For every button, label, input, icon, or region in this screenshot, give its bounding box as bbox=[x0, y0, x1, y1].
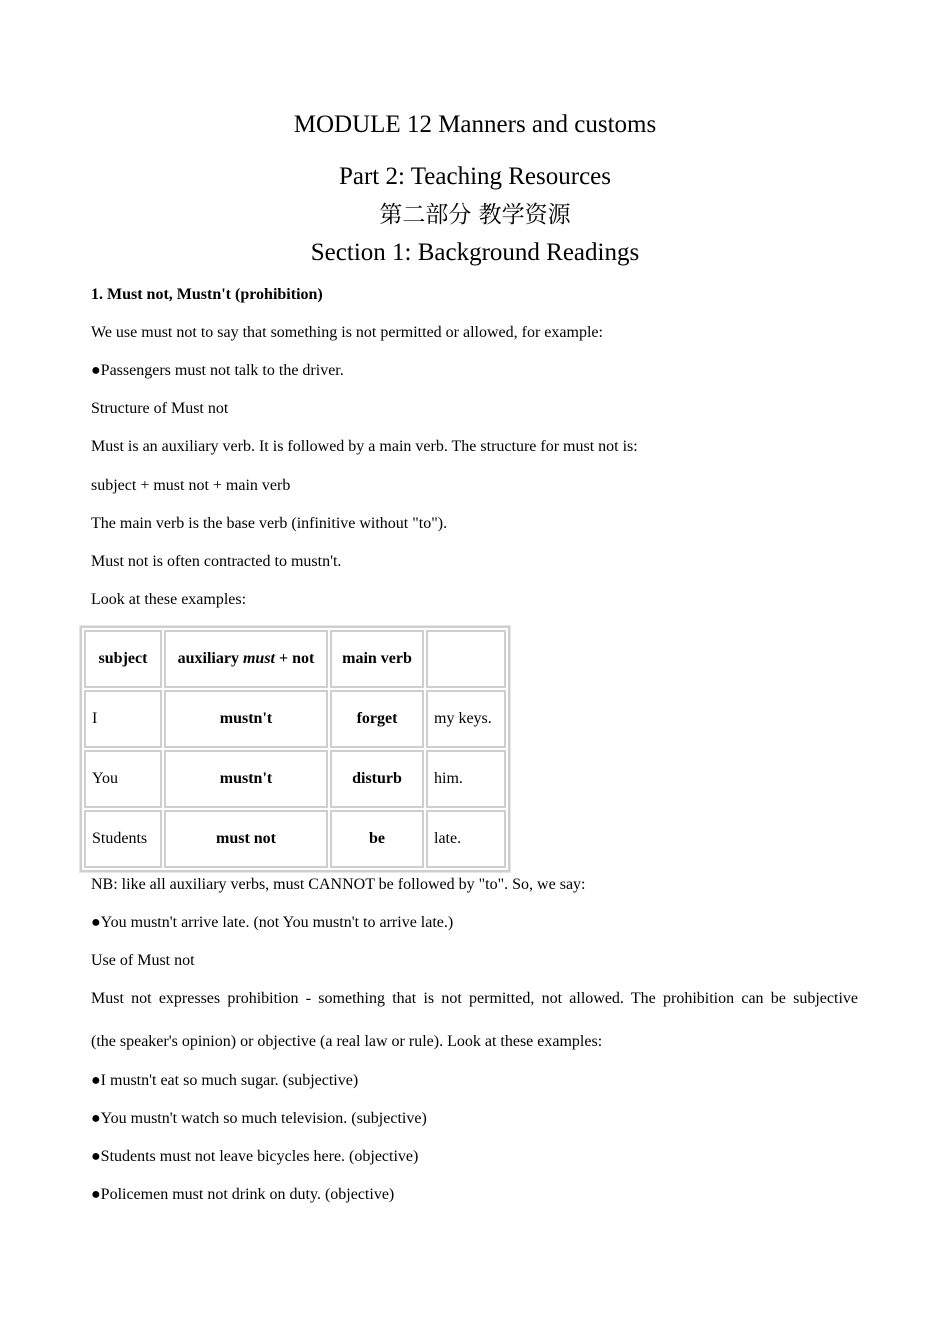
paragraph: We use must not to say that something is not permitted or allowed, for example: bbox=[91, 324, 603, 341]
subheading-use: Use of Must not bbox=[91, 952, 195, 969]
cell-subject: I bbox=[84, 690, 162, 748]
bullet-example: ●Students must not leave bicycles here. (objective) bbox=[91, 1148, 419, 1165]
cell-auxiliary: must not bbox=[164, 810, 328, 868]
header-aux-text: auxiliary bbox=[177, 650, 243, 667]
section-title: Section 1: Background Readings bbox=[310, 239, 640, 266]
cell-auxiliary: mustn't bbox=[164, 690, 328, 748]
examples-table-wrapper bbox=[80, 626, 510, 872]
bullet-example: ●You mustn't watch so much television. (subjective) bbox=[91, 1110, 427, 1127]
paragraph: Look at these examples: bbox=[91, 591, 247, 608]
table-row bbox=[84, 810, 506, 868]
header-main-verb: main verb bbox=[330, 630, 424, 688]
header-empty bbox=[426, 630, 506, 688]
paragraph: Must not is often contracted to mustn't. bbox=[91, 553, 342, 570]
module-title: MODULE 12 Manners and customs bbox=[293, 111, 657, 138]
header-aux-suffix: + not bbox=[275, 650, 315, 667]
cell-auxiliary: mustn't bbox=[164, 750, 328, 808]
cell-rest: my keys. bbox=[426, 690, 506, 748]
header-subject: subject bbox=[84, 630, 162, 688]
header-aux-italic: must bbox=[242, 650, 275, 667]
cell-rest: late. bbox=[426, 810, 506, 868]
paragraph: The main verb is the base verb (infinitive without "to"). bbox=[91, 515, 448, 532]
cell-main-verb: disturb bbox=[330, 750, 424, 808]
bullet-example: ●Passengers must not talk to the driver. bbox=[91, 362, 344, 379]
title-block bbox=[0, 108, 950, 270]
structure-formula: subject + must not + main verb bbox=[91, 477, 291, 494]
bullet-example: ●You mustn't arrive late. (not You mustn't to arrive late.) bbox=[91, 914, 454, 931]
examples-table bbox=[80, 626, 510, 872]
paragraph-nb: NB: like all auxiliary verbs, must CANNOT be followed by "to". So, we say: bbox=[91, 876, 586, 893]
part-title: Part 2: Teaching Resources bbox=[338, 163, 612, 190]
cell-main-verb: forget bbox=[330, 690, 424, 748]
paragraph-line: Must not expresses prohibition - something that is not permitted, not allowed. The prohibition can be subjective bbox=[91, 990, 858, 1007]
cell-rest: him. bbox=[426, 750, 506, 808]
cell-subject: You bbox=[84, 750, 162, 808]
cell-subject: Students bbox=[84, 810, 162, 868]
bullet-example: ●I mustn't eat so much sugar. (subjective) bbox=[91, 1072, 359, 1089]
header-auxiliary bbox=[164, 630, 328, 688]
part-title-chinese: 第二部分 教学资源 bbox=[379, 202, 571, 228]
cell-main-verb: be bbox=[330, 810, 424, 868]
paragraph-line: (the speaker's opinion) or objective (a real law or rule). Look at these examples: bbox=[91, 1033, 603, 1050]
table-row bbox=[84, 690, 506, 748]
bullet-example: ●Policemen must not drink on duty. (objective) bbox=[91, 1186, 395, 1203]
subheading-structure: Structure of Must not bbox=[91, 400, 229, 417]
paragraph: Must is an auxiliary verb. It is followed by a main verb. The structure for must not is: bbox=[91, 438, 638, 455]
table-row bbox=[84, 750, 506, 808]
table-header-row bbox=[84, 630, 506, 688]
heading-must-not: 1. Must not, Mustn't (prohibition) bbox=[91, 286, 323, 303]
